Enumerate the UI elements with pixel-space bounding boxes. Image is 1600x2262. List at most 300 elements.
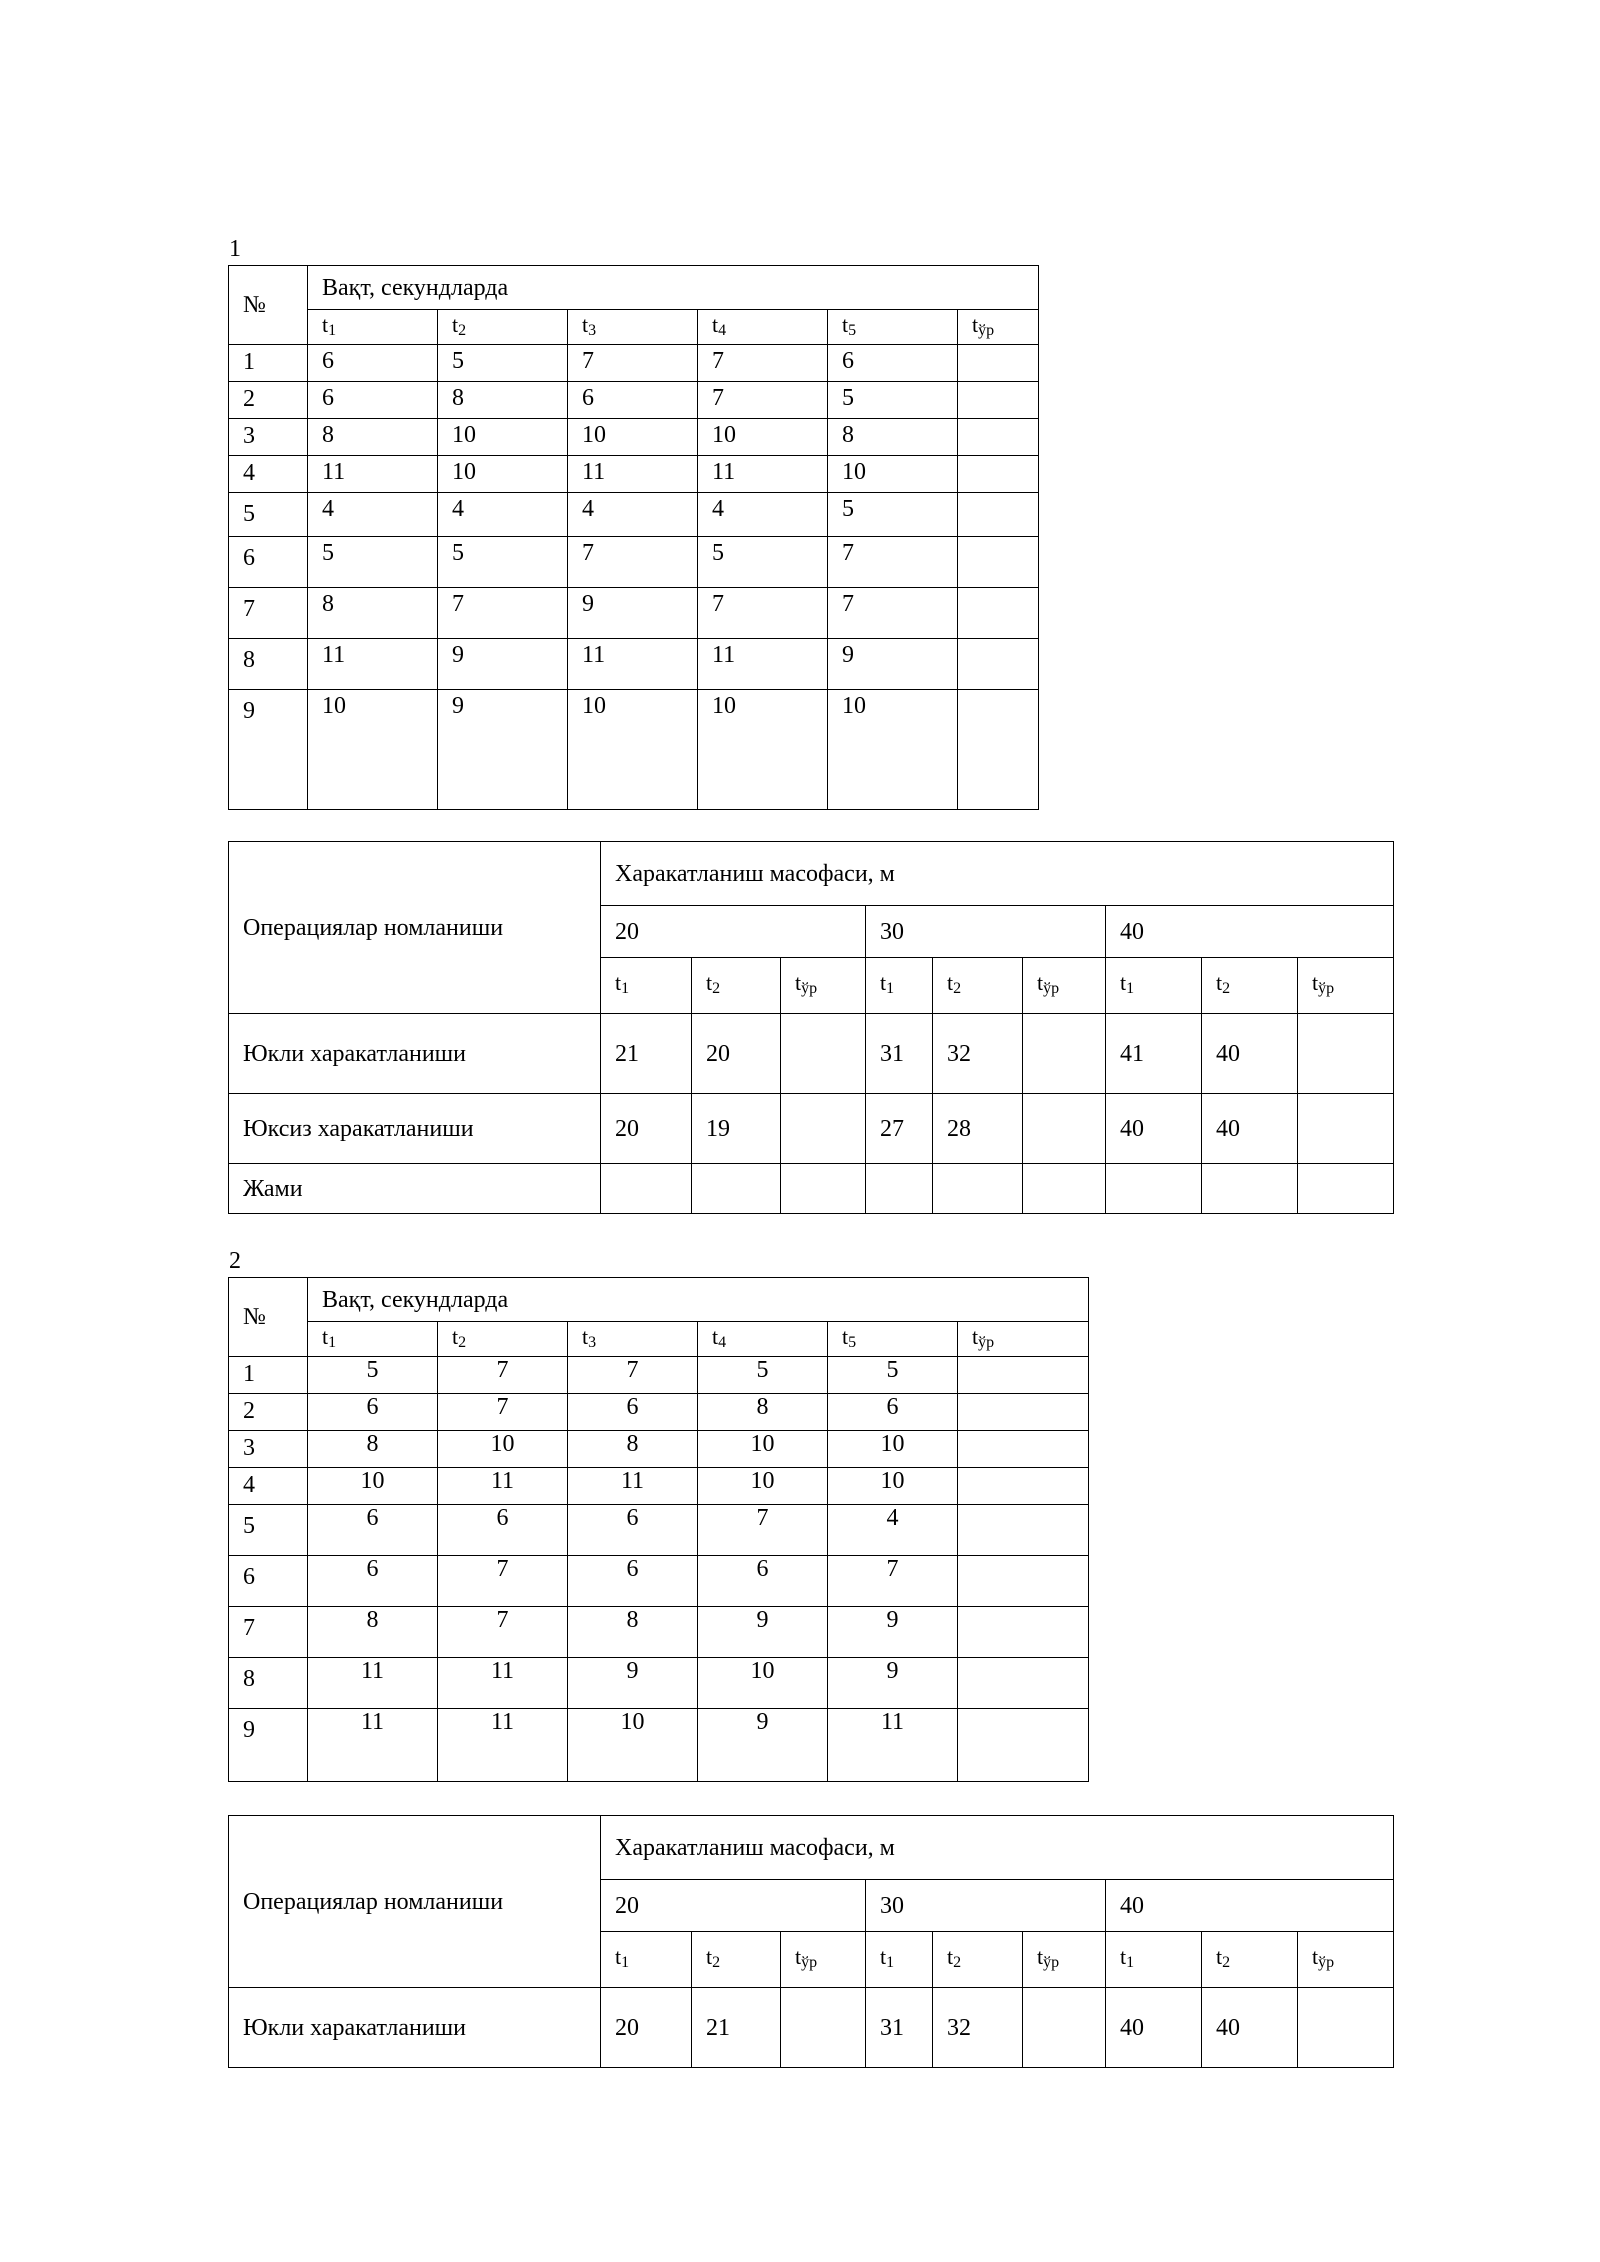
- column-header-subscript: 2: [712, 979, 721, 997]
- table-cell: 5: [828, 493, 958, 537]
- row-number: 2: [229, 1394, 308, 1431]
- table-cell: [958, 588, 1039, 639]
- table-cell: 10: [568, 419, 698, 456]
- table-cell: 9: [698, 1607, 828, 1658]
- table-cell: 8: [308, 419, 438, 456]
- table-cell: 8: [698, 1394, 828, 1431]
- column-header-label: t: [706, 969, 713, 995]
- column-header-subscript: 4: [718, 322, 727, 339]
- column-header-label: t: [615, 1943, 622, 1969]
- column-header-subscript: 2: [712, 1953, 721, 1971]
- table-cell: 10: [828, 456, 958, 493]
- column-header-label: t: [842, 312, 849, 337]
- column-header-subscript: ўр: [1318, 979, 1335, 997]
- table-cell: 40: [1106, 1094, 1202, 1164]
- table-cell: 10: [828, 690, 958, 810]
- table-cell: [958, 1394, 1089, 1431]
- row-number: 6: [229, 537, 308, 588]
- table-cell: 6: [698, 1556, 828, 1607]
- table-cell: 6: [308, 1505, 438, 1556]
- column-header: [958, 310, 1039, 345]
- column-header-subscript: ўр: [1043, 979, 1060, 997]
- column-header-label: t: [842, 1324, 849, 1349]
- table-cell: 8: [568, 1431, 698, 1468]
- row-number: 3: [229, 419, 308, 456]
- table-cell: [958, 1607, 1089, 1658]
- row-number: 4: [229, 1468, 308, 1505]
- distance-header: 20: [601, 906, 866, 958]
- subheader-row: [229, 310, 1039, 345]
- table-row: [229, 456, 1039, 493]
- column-header: [1298, 958, 1394, 1014]
- row-number: 9: [229, 1709, 308, 1782]
- table-row: [229, 1658, 1089, 1709]
- table-cell: 9: [828, 639, 958, 690]
- operation-label: Юкли харакатланиши: [229, 1988, 601, 2068]
- table-cell: 9: [828, 1607, 958, 1658]
- table-cell: [958, 1431, 1089, 1468]
- column-header-subscript: ўр: [801, 1953, 818, 1971]
- table-cell: 10: [438, 456, 568, 493]
- column-header: [601, 1932, 692, 1988]
- row-number-header: №: [229, 266, 308, 345]
- table-cell: [958, 456, 1039, 493]
- column-header-label: t: [880, 1943, 887, 1969]
- column-header: [1023, 1932, 1106, 1988]
- table-row: [229, 1357, 1089, 1394]
- column-header-label: t: [452, 312, 459, 337]
- table-cell: [958, 419, 1039, 456]
- column-header: [308, 310, 438, 345]
- table-cell: 8: [568, 1607, 698, 1658]
- column-header-label: t: [1216, 969, 1223, 995]
- table-cell: 6: [568, 1505, 698, 1556]
- table-cell: [958, 690, 1039, 810]
- table-cell: 10: [308, 690, 438, 810]
- table-cell: 5: [698, 1357, 828, 1394]
- column-header-label: t: [615, 969, 622, 995]
- column-header-subscript: 1: [621, 979, 630, 997]
- table-cell: 7: [698, 1505, 828, 1556]
- table-row: [229, 1505, 1089, 1556]
- row-number: 4: [229, 456, 308, 493]
- table-row: [229, 1164, 1394, 1214]
- column-header-label: t: [1312, 1943, 1319, 1969]
- column-header: [933, 1932, 1023, 1988]
- table-cell: [866, 1164, 933, 1214]
- column-header-subscript: 2: [953, 979, 962, 997]
- table-cell: 8: [308, 588, 438, 639]
- column-header-label: t: [1312, 969, 1319, 995]
- table-cell: 9: [698, 1709, 828, 1782]
- table-cell: 8: [308, 1607, 438, 1658]
- table-cell: 5: [308, 537, 438, 588]
- column-header-subscript: ўр: [801, 979, 818, 997]
- table-row: [229, 690, 1039, 810]
- column-header-subscript: 4: [718, 1334, 727, 1351]
- column-header: [958, 1322, 1089, 1357]
- table-cell: 31: [866, 1014, 933, 1094]
- column-header: [692, 958, 781, 1014]
- column-header-label: t: [1037, 1943, 1044, 1969]
- distance-header: 20: [601, 1880, 866, 1932]
- operation-header: Операциялар номланиши: [229, 1816, 601, 1988]
- column-header-subscript: 1: [1126, 979, 1135, 997]
- table-cell: 11: [308, 1709, 438, 1782]
- column-header: [781, 958, 866, 1014]
- column-header-subscript: ўр: [978, 322, 995, 339]
- table-cell: [958, 345, 1039, 382]
- table-cell: 7: [438, 1607, 568, 1658]
- column-header-label: t: [880, 969, 887, 995]
- table-cell: 7: [828, 588, 958, 639]
- group-header: Вақт, секундларда: [308, 266, 1039, 310]
- column-header-subscript: 5: [848, 322, 857, 339]
- table-row: [229, 1394, 1089, 1431]
- column-header-label: t: [795, 969, 802, 995]
- table-cell: 7: [568, 537, 698, 588]
- table-cell: 10: [438, 1431, 568, 1468]
- table-cell: 7: [698, 345, 828, 382]
- table-row: [229, 419, 1039, 456]
- row-number: 3: [229, 1431, 308, 1468]
- table-cell: 5: [698, 537, 828, 588]
- table-cell: 7: [828, 537, 958, 588]
- table-cell: 11: [698, 639, 828, 690]
- table-cell: 6: [438, 1505, 568, 1556]
- column-header-subscript: 2: [953, 1953, 962, 1971]
- table-row: [229, 382, 1039, 419]
- table-cell: 32: [933, 1014, 1023, 1094]
- row-number-header: №: [229, 1278, 308, 1357]
- row-number: 9: [229, 690, 308, 810]
- table-cell: 7: [698, 382, 828, 419]
- table-cell: [1298, 1014, 1394, 1094]
- column-header: [568, 1322, 698, 1357]
- table-row: [229, 1556, 1089, 1607]
- table-cell: [958, 1468, 1089, 1505]
- table-row: [229, 1094, 1394, 1164]
- table-cell: 11: [308, 1658, 438, 1709]
- table-row: [229, 1431, 1089, 1468]
- table-cell: [958, 1357, 1089, 1394]
- column-header: [601, 958, 692, 1014]
- table-cell: 7: [438, 1357, 568, 1394]
- table-cell: [692, 1164, 781, 1214]
- table-cell: 4: [438, 493, 568, 537]
- column-header-label: t: [712, 1324, 719, 1349]
- table-row: [229, 1988, 1394, 2068]
- table-row: [229, 1014, 1394, 1094]
- column-header: [438, 1322, 568, 1357]
- operation-header: Операциялар номланиши: [229, 842, 601, 1014]
- column-header: [1202, 1932, 1298, 1988]
- column-header-subscript: 1: [1126, 1953, 1135, 1971]
- table-cell: 6: [568, 1394, 698, 1431]
- table-row: [229, 1607, 1089, 1658]
- table-cell: [933, 1164, 1023, 1214]
- table-cell: 5: [438, 345, 568, 382]
- group-header: Харакатланиш масофаси, м: [601, 842, 1394, 906]
- table-cell: 10: [828, 1431, 958, 1468]
- row-number: 7: [229, 1607, 308, 1658]
- column-header-subscript: 1: [886, 1953, 895, 1971]
- table-cell: 11: [438, 1658, 568, 1709]
- table-cell: 7: [568, 1357, 698, 1394]
- distance-table: [228, 1815, 1394, 2068]
- table-row: [229, 493, 1039, 537]
- table-cell: [958, 493, 1039, 537]
- column-header: [1298, 1932, 1394, 1988]
- table-cell: 7: [438, 1556, 568, 1607]
- table-cell: 10: [568, 690, 698, 810]
- table-cell: 40: [1202, 1094, 1298, 1164]
- table-cell: 11: [828, 1709, 958, 1782]
- column-header: [866, 958, 933, 1014]
- operation-label: Юксиз харакатланиши: [229, 1094, 601, 1164]
- subheader-row: [229, 1322, 1089, 1357]
- column-header-subscript: 3: [588, 1334, 597, 1351]
- table-cell: 7: [698, 588, 828, 639]
- column-header-label: t: [1120, 969, 1127, 995]
- column-header: [828, 310, 958, 345]
- table-cell: 7: [568, 345, 698, 382]
- table-cell: 31: [866, 1988, 933, 2068]
- table-cell: [1023, 1164, 1106, 1214]
- table-cell: 5: [828, 1357, 958, 1394]
- column-header: [1202, 958, 1298, 1014]
- row-number: 5: [229, 493, 308, 537]
- table-cell: [958, 639, 1039, 690]
- table-cell: 10: [698, 1431, 828, 1468]
- table-cell: 20: [601, 1094, 692, 1164]
- distance-table-body: [229, 842, 1394, 1214]
- table-cell: [781, 1164, 866, 1214]
- table-cell: 7: [438, 1394, 568, 1431]
- table-cell: 6: [828, 345, 958, 382]
- column-header-subscript: 5: [848, 1334, 857, 1351]
- column-header-subscript: 2: [1222, 979, 1231, 997]
- table-cell: [958, 1505, 1089, 1556]
- table-cell: 5: [308, 1357, 438, 1394]
- table-cell: 11: [568, 456, 698, 493]
- column-header: [438, 310, 568, 345]
- column-header-subscript: 1: [328, 1334, 337, 1351]
- table-cell: 9: [568, 1658, 698, 1709]
- table-cell: 6: [308, 345, 438, 382]
- row-number: 5: [229, 1505, 308, 1556]
- time-table: [228, 1277, 1089, 1782]
- table-cell: 32: [933, 1988, 1023, 2068]
- row-number: 2: [229, 382, 308, 419]
- table-cell: 20: [692, 1014, 781, 1094]
- operation-label: Жами: [229, 1164, 601, 1214]
- table-cell: 11: [308, 456, 438, 493]
- column-header-subscript: 2: [1222, 1953, 1231, 1971]
- column-header-subscript: 3: [588, 322, 597, 339]
- table-cell: 9: [438, 690, 568, 810]
- table-cell: [1298, 1988, 1394, 2068]
- table-cell: [781, 1014, 866, 1094]
- table-cell: 4: [828, 1505, 958, 1556]
- column-header: [698, 310, 828, 345]
- table-cell: 7: [828, 1556, 958, 1607]
- group-header: Вақт, секундларда: [308, 1278, 1089, 1322]
- table-cell: 8: [308, 1431, 438, 1468]
- header-row: [229, 1278, 1089, 1322]
- column-header-label: t: [1037, 969, 1044, 995]
- time-table: [228, 265, 1039, 810]
- table-cell: 9: [568, 588, 698, 639]
- table-cell: 40: [1202, 1988, 1298, 2068]
- column-header-label: t: [795, 1943, 802, 1969]
- row-number: 7: [229, 588, 308, 639]
- table-row: [229, 345, 1039, 382]
- table-cell: 27: [866, 1094, 933, 1164]
- table-cell: 9: [828, 1658, 958, 1709]
- column-header-subscript: 1: [621, 1953, 630, 1971]
- table-cell: 10: [828, 1468, 958, 1505]
- table-cell: [958, 537, 1039, 588]
- column-header-label: t: [972, 1324, 979, 1349]
- table-row: [229, 1709, 1089, 1782]
- section-number: 1: [229, 236, 241, 262]
- table-cell: 40: [1202, 1014, 1298, 1094]
- table-row: [229, 639, 1039, 690]
- table-cell: 10: [308, 1468, 438, 1505]
- column-header-label: t: [582, 312, 589, 337]
- column-header: [1106, 958, 1202, 1014]
- table-cell: 6: [828, 1394, 958, 1431]
- table-cell: 6: [568, 1556, 698, 1607]
- column-header-subscript: ўр: [1043, 1953, 1060, 1971]
- table-cell: 21: [692, 1988, 781, 2068]
- table-cell: [958, 382, 1039, 419]
- table-row: [229, 1468, 1089, 1505]
- column-header-subscript: 1: [886, 979, 895, 997]
- table-cell: 10: [698, 1658, 828, 1709]
- table-cell: 11: [438, 1709, 568, 1782]
- row-number: 8: [229, 639, 308, 690]
- table-cell: 10: [568, 1709, 698, 1782]
- header-row: [229, 1816, 1394, 1880]
- operation-label: Юкли харакатланиши: [229, 1014, 601, 1094]
- table-cell: 9: [438, 639, 568, 690]
- table-cell: [958, 1709, 1089, 1782]
- row-number: 1: [229, 1357, 308, 1394]
- column-header-label: t: [947, 1943, 954, 1969]
- table-cell: 10: [438, 419, 568, 456]
- table-cell: 5: [438, 537, 568, 588]
- column-header: [698, 1322, 828, 1357]
- column-header: [692, 1932, 781, 1988]
- column-header: [866, 1932, 933, 1988]
- table-cell: 11: [308, 639, 438, 690]
- table-cell: 5: [828, 382, 958, 419]
- table-cell: 6: [568, 382, 698, 419]
- table-cell: 4: [568, 493, 698, 537]
- column-header: [781, 1932, 866, 1988]
- column-header-label: t: [582, 1324, 589, 1349]
- table-cell: 28: [933, 1094, 1023, 1164]
- header-row: [229, 842, 1394, 906]
- row-number: 8: [229, 1658, 308, 1709]
- table-cell: [1202, 1164, 1298, 1214]
- distance-table-body: [229, 1816, 1394, 2068]
- table-cell: 10: [698, 690, 828, 810]
- column-header-subscript: 2: [458, 322, 467, 339]
- table-cell: 41: [1106, 1014, 1202, 1094]
- table-cell: [781, 1988, 866, 2068]
- distance-header: 30: [866, 1880, 1106, 1932]
- table-cell: 4: [308, 493, 438, 537]
- column-header-subscript: ўр: [1318, 1953, 1335, 1971]
- column-header: [1106, 1932, 1202, 1988]
- table-cell: [1298, 1164, 1394, 1214]
- table-cell: 11: [438, 1468, 568, 1505]
- column-header-label: t: [322, 312, 329, 337]
- column-header-subscript: ўр: [978, 1334, 995, 1351]
- table-cell: 8: [438, 382, 568, 419]
- table-cell: 6: [308, 1394, 438, 1431]
- column-header: [308, 1322, 438, 1357]
- table-cell: 6: [308, 1556, 438, 1607]
- column-header: [1023, 958, 1106, 1014]
- column-header-label: t: [1216, 1943, 1223, 1969]
- column-header-subscript: 1: [328, 322, 337, 339]
- table-cell: 20: [601, 1988, 692, 2068]
- column-header-label: t: [706, 1943, 713, 1969]
- table-cell: 19: [692, 1094, 781, 1164]
- table-cell: 10: [698, 1468, 828, 1505]
- table-cell: 6: [308, 382, 438, 419]
- table-cell: 8: [828, 419, 958, 456]
- column-header-label: t: [1120, 1943, 1127, 1969]
- table-cell: [601, 1164, 692, 1214]
- table-cell: 11: [568, 1468, 698, 1505]
- table-cell: 40: [1106, 1988, 1202, 2068]
- column-header-label: t: [322, 1324, 329, 1349]
- table-cell: [1023, 1094, 1106, 1164]
- table-cell: 10: [698, 419, 828, 456]
- column-header-label: t: [972, 312, 979, 337]
- table-cell: [1106, 1164, 1202, 1214]
- table-cell: 4: [698, 493, 828, 537]
- column-header-label: t: [452, 1324, 459, 1349]
- group-header: Харакатланиш масофаси, м: [601, 1816, 1394, 1880]
- table-row: [229, 588, 1039, 639]
- column-header: [933, 958, 1023, 1014]
- table-cell: 21: [601, 1014, 692, 1094]
- column-header: [828, 1322, 958, 1357]
- column-header: [568, 310, 698, 345]
- table-cell: 11: [568, 639, 698, 690]
- table-cell: [781, 1094, 866, 1164]
- distance-header: 40: [1106, 1880, 1394, 1932]
- time-table-body: [229, 266, 1039, 810]
- column-header-label: t: [947, 969, 954, 995]
- column-header-subscript: 2: [458, 1334, 467, 1351]
- distance-header: 40: [1106, 906, 1394, 958]
- distance-header: 30: [866, 906, 1106, 958]
- table-row: [229, 537, 1039, 588]
- table-cell: 11: [698, 456, 828, 493]
- row-number: 6: [229, 1556, 308, 1607]
- table-cell: [958, 1556, 1089, 1607]
- distance-table: [228, 841, 1394, 1214]
- time-table-body: [229, 1278, 1089, 1782]
- table-cell: [958, 1658, 1089, 1709]
